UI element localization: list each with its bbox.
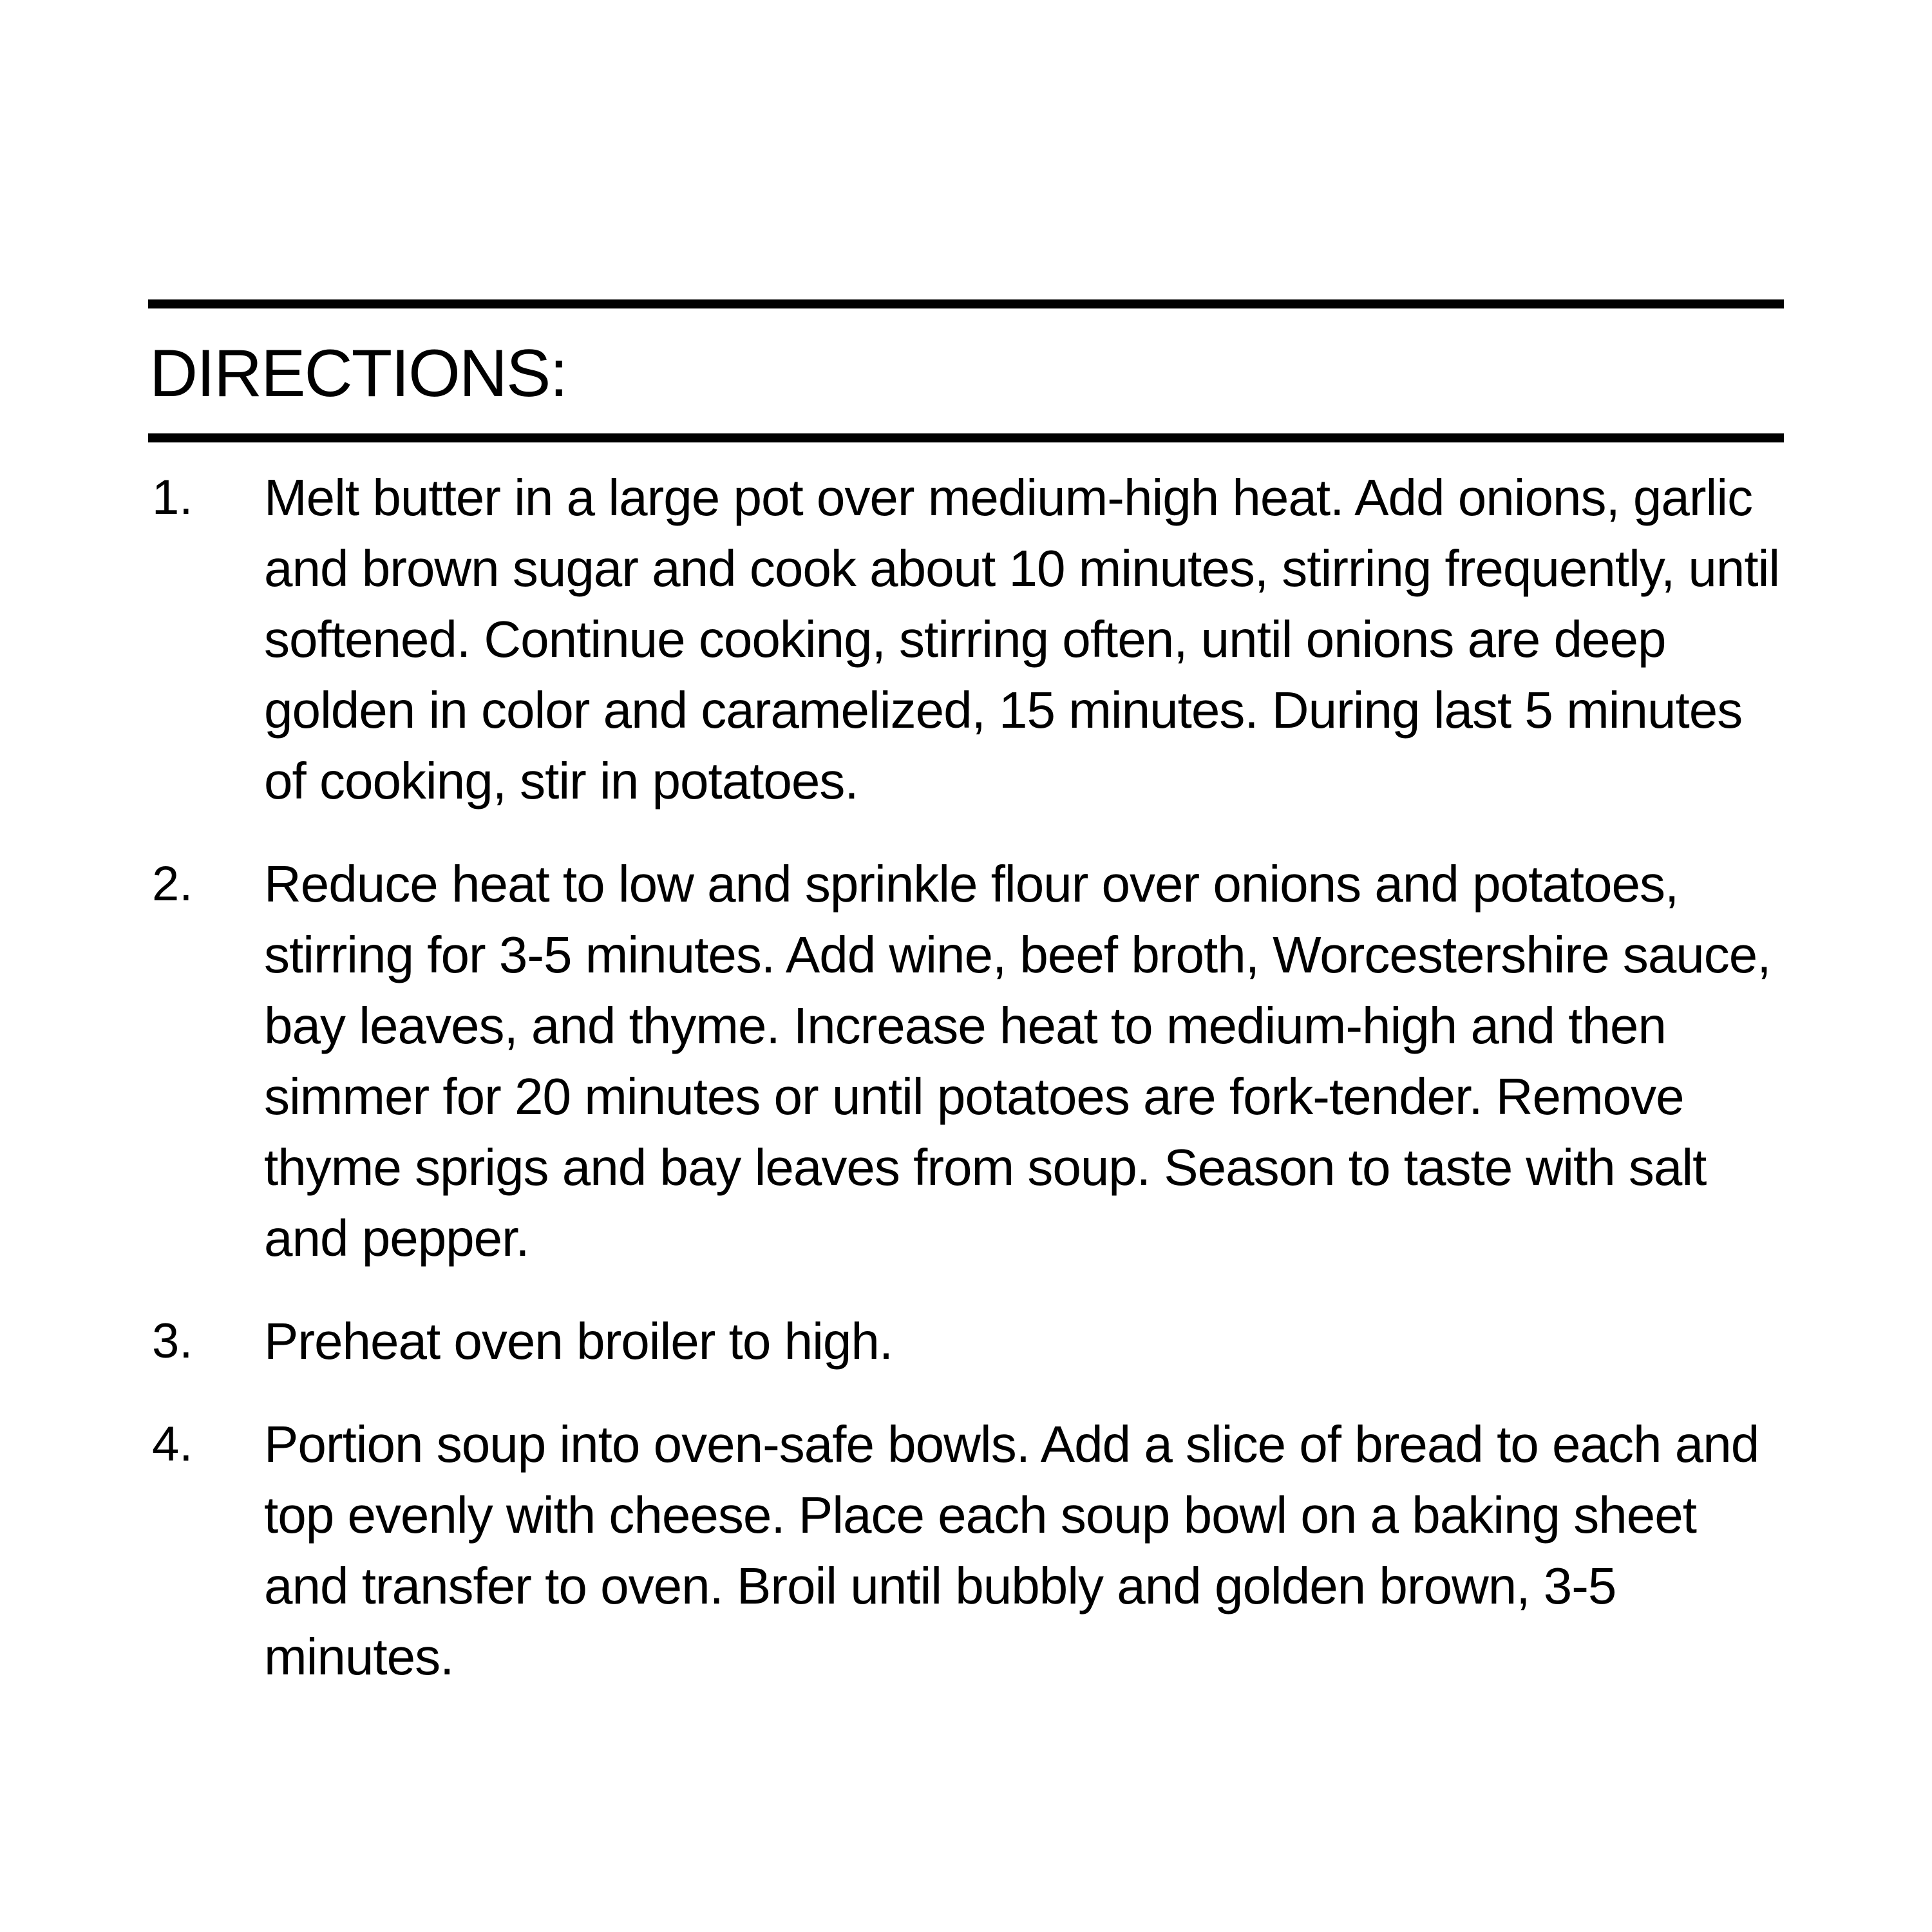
direction-step-1 [148, 462, 1784, 817]
step-number: 4. [152, 1417, 193, 1472]
directions-list [148, 462, 1784, 1725]
step-number: 3. [152, 1314, 193, 1368]
step-text: Portion soup into oven-safe bowls. Add a slice of bread to each and top evenly with cheese. Place each soup bowl on a baking sheet and transfer to oven. Broil until bubbly and golden brown, 3-5 minutes. [264, 1416, 1759, 1685]
top-divider [148, 299, 1784, 308]
step-number: 2. [152, 857, 193, 911]
direction-step-4 [148, 1409, 1784, 1692]
heading-divider [148, 433, 1784, 442]
directions-heading: DIRECTIONS: [149, 336, 567, 411]
direction-step-2 [148, 849, 1784, 1274]
direction-step-3 [148, 1306, 1784, 1377]
step-number: 1. [152, 470, 193, 525]
step-text: Melt butter in a large pot over medium-high heat. Add onions, garlic and brown sugar and cook about 10 minutes, stirring frequently, until softened. Continue cooking, stirring often, until onions are deep golden in color and caramelized, 15 minutes. During last 5 minutes of cooking, stir in potatoes. [264, 469, 1780, 810]
step-text: Reduce heat to low and sprinkle flour over onions and potatoes, stirring for 3-5 minutes. Add wine, beef broth, Worcestershire sauce, bay leaves, and thyme. Increase heat to medium-high and then simmer for 20 minutes or until potatoes are fork-tender. Remove thyme sprigs and bay leaves from soup. Season to taste with salt and pepper. [264, 855, 1771, 1267]
step-text: Preheat oven broiler to high. [264, 1312, 893, 1370]
